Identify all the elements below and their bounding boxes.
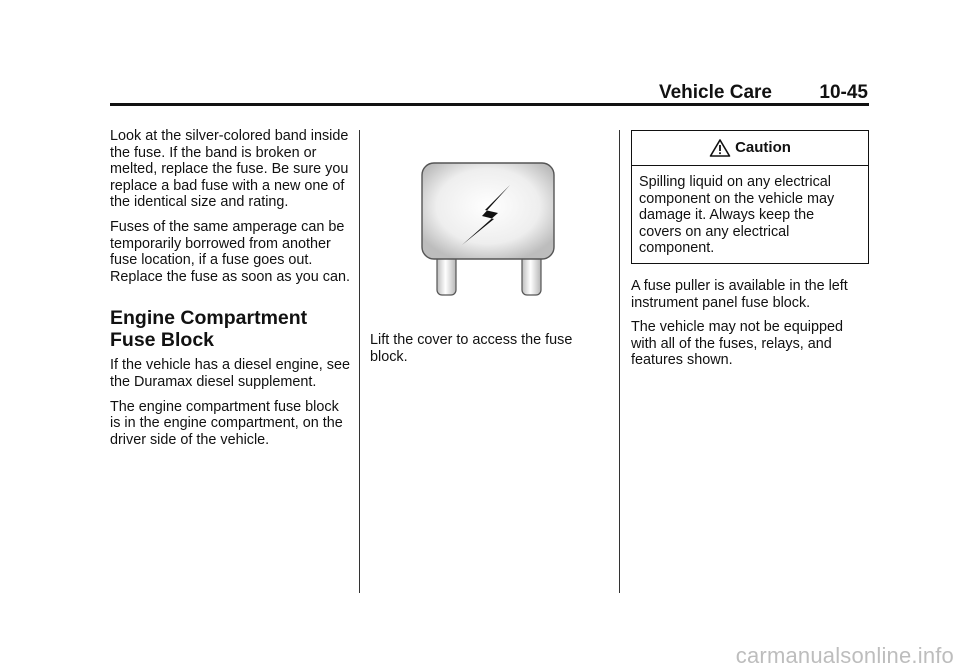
column-left [110,128,350,456]
section-heading: Engine Compartment Fuse Block [110,307,308,352]
paragraph: Fuses of the same amperage can be temporarily borrowed from another fuse location, if a fuse goes out. Replace the fuse as soon as you can. [110,218,350,285]
paragraph: If the vehicle has a diesel engine, see the Duramax diesel supplement. [110,357,351,390]
column-middle [370,332,606,365]
paragraph: The vehicle may not be equipped with all of the fuses, relays, and features shown. [631,319,844,369]
section-title: Vehicle Care [658,82,772,103]
paragraph: Lift the cover to access the fuse block. [370,332,573,365]
fuse-lightning-icon [412,155,564,305]
header-rule [110,103,869,106]
warning-triangle-icon [709,138,731,158]
page-number: 10-45 [819,82,868,103]
column-right [631,128,868,377]
caution-text: Spilling liquid on any electrical component on the vehicle may damage it. Always keep the covers on any electrical component. [639,174,835,257]
column-divider [359,130,360,593]
paragraph: The engine compartment fuse block is in the engine compartment, on the driver side of the vehicle. [110,398,343,448]
watermark: carmanualsonline.info [735,643,954,668]
paragraph: Look at the silver-colored band inside the fuse. If the band is broken or melted, replace the fuse. Be sure you replace a bad fuse with a new one of the identical size and rating. [110,128,349,211]
column-divider [619,130,620,593]
caution-header [632,131,868,166]
caution-title: Caution [735,138,791,156]
caution-box [631,130,869,264]
paragraph: A fuse puller is available in the left instrument panel fuse block. [631,277,848,311]
